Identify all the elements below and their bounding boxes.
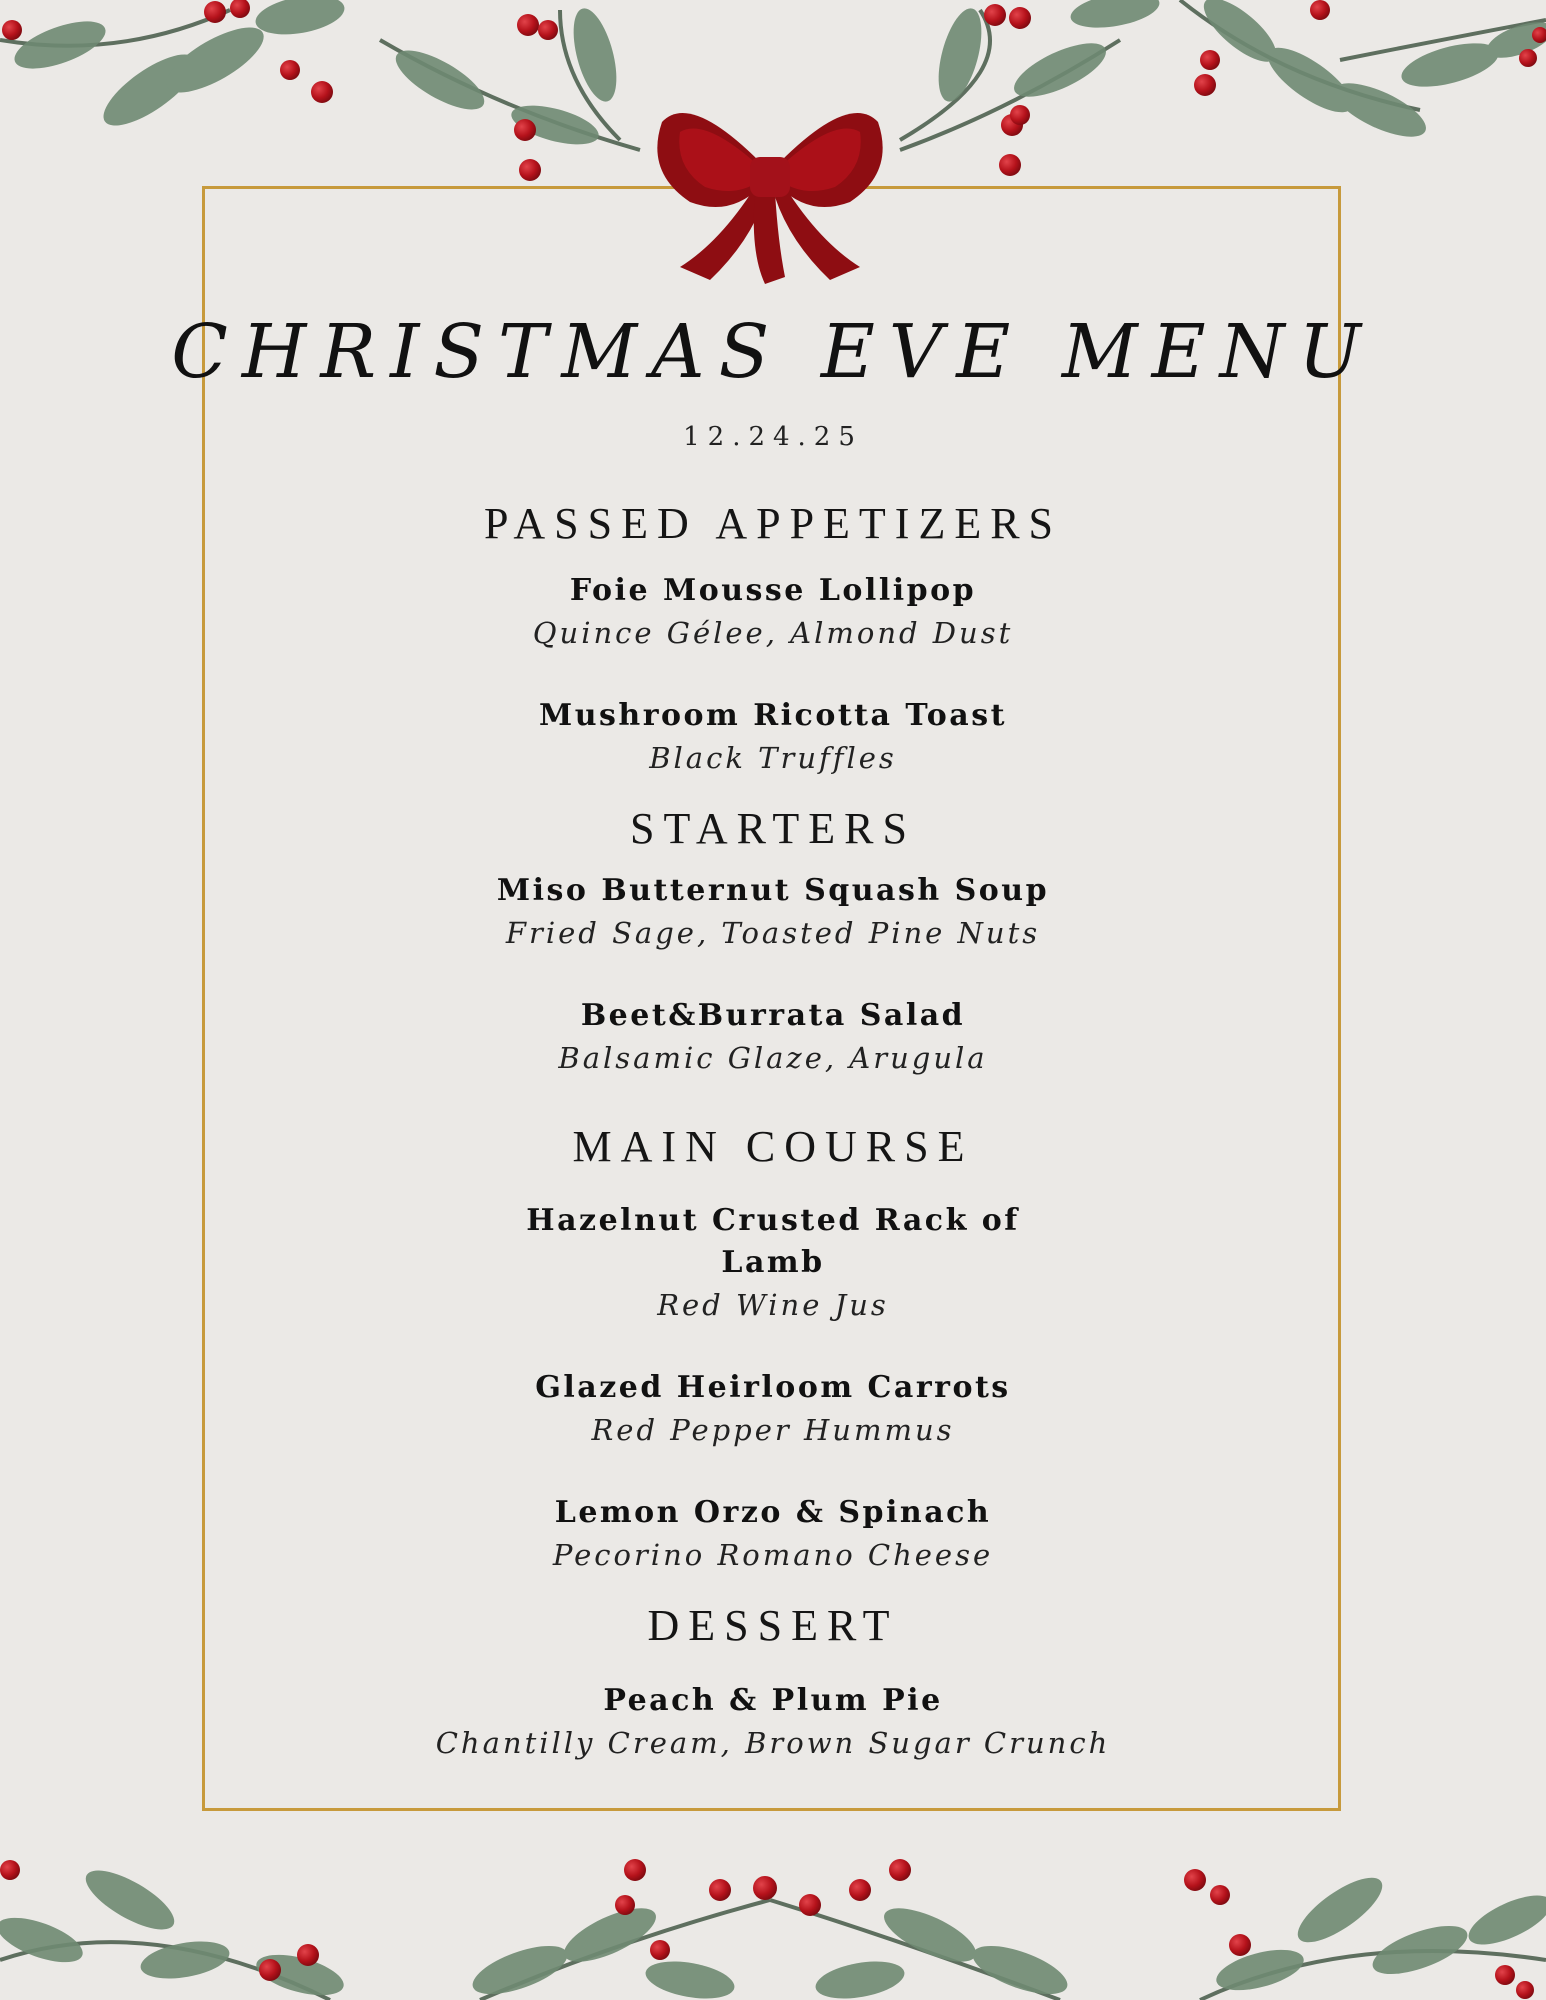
holly-garland-bottom-icon bbox=[0, 1840, 1546, 2000]
menu-item bbox=[0, 1492, 1546, 1576]
menu-date: 12.24.25 bbox=[683, 422, 863, 452]
menu-item-description: Chantilly Cream, Brown Sugar Crunch bbox=[435, 1726, 1111, 1760]
section-heading-main-course: MAIN COURSE bbox=[572, 1122, 974, 1171]
menu-item-description: Fried Sage, Toasted Pine Nuts bbox=[505, 916, 1041, 950]
section-heading-starters: STARTERS bbox=[630, 804, 916, 853]
menu-item-name: Miso Butternut Squash Soup bbox=[496, 873, 1050, 908]
menu-item-name: Mushroom Ricotta Toast bbox=[538, 698, 1007, 733]
section-heading-passed-appetizers: PASSED APPETIZERS bbox=[483, 499, 1063, 548]
menu-item bbox=[0, 695, 1546, 779]
menu-item bbox=[0, 1200, 1546, 1326]
menu-item-description: Pecorino Romano Cheese bbox=[552, 1538, 994, 1572]
menu-item bbox=[0, 870, 1546, 954]
menu-item bbox=[0, 1367, 1546, 1451]
menu-item-name: Beet&Burrata Salad bbox=[580, 998, 966, 1033]
menu-item bbox=[0, 995, 1546, 1079]
menu-item bbox=[0, 570, 1546, 654]
menu-item-description: Red Wine Jus bbox=[657, 1288, 889, 1322]
section-heading-dessert: DESSERT bbox=[647, 1601, 899, 1650]
menu-item-description: Black Truffles bbox=[649, 741, 897, 775]
menu-item-description: Red Pepper Hummus bbox=[591, 1413, 955, 1447]
menu-item-name: Foie Mousse Lollipop bbox=[569, 573, 977, 608]
menu-item-description: Balsamic Glaze, Arugula bbox=[558, 1041, 988, 1075]
red-bow-icon bbox=[650, 92, 890, 287]
menu-item bbox=[0, 1680, 1546, 1764]
menu-item-name: Glazed Heirloom Carrots bbox=[535, 1370, 1011, 1405]
menu-item-name: Lemon Orzo & Spinach bbox=[554, 1495, 992, 1530]
menu-item-name: Hazelnut Crusted Rack of Lamb bbox=[526, 1203, 1020, 1280]
menu-item-name: Peach & Plum Pie bbox=[603, 1683, 943, 1718]
menu-item-description: Quince Gélee, Almond Dust bbox=[532, 616, 1014, 650]
menu-title: CHRISTMAS EVE MENU bbox=[171, 309, 1375, 395]
